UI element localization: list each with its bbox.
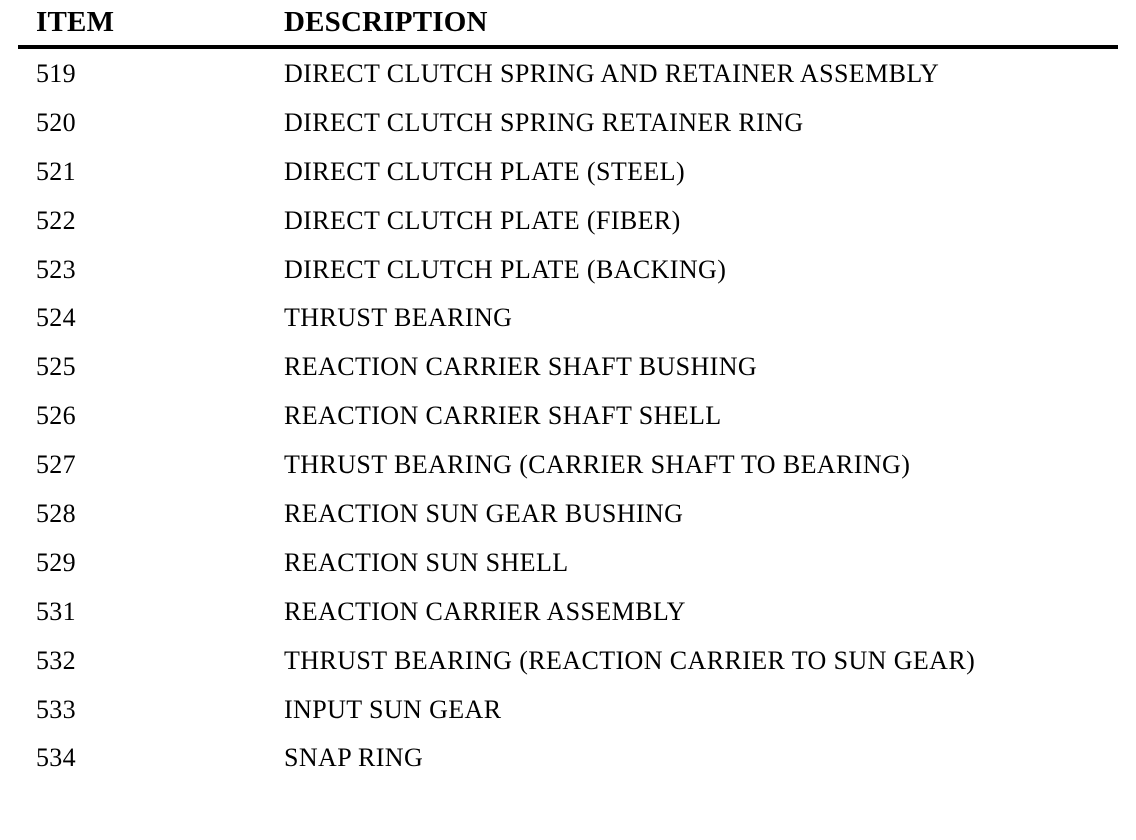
item-number: 524 <box>36 303 76 333</box>
table-row <box>0 395 1136 444</box>
item-column-header: ITEM <box>36 6 115 38</box>
table-row <box>0 542 1136 591</box>
item-number: 527 <box>36 450 76 480</box>
item-number: 533 <box>36 694 76 724</box>
item-number: 520 <box>36 107 76 137</box>
table-row <box>0 591 1136 640</box>
item-description: INPUT SUN GEAR <box>284 694 502 724</box>
item-description: REACTION SUN GEAR BUSHING <box>284 499 684 529</box>
table-row <box>0 297 1136 346</box>
item-number: 534 <box>36 743 76 773</box>
item-description: SNAP RING <box>284 743 424 773</box>
item-description: DIRECT CLUTCH SPRING AND RETAINER ASSEMBLY <box>284 59 940 88</box>
table-row <box>0 689 1136 738</box>
item-description: DIRECT CLUTCH PLATE (BACKING) <box>284 254 727 284</box>
item-number: 523 <box>36 254 76 284</box>
table-row <box>0 102 1136 151</box>
item-number: 525 <box>36 352 76 382</box>
item-description: DIRECT CLUTCH SPRING RETAINER RING <box>284 107 804 137</box>
item-description: DIRECT CLUTCH PLATE (STEEL) <box>284 156 686 186</box>
table-row <box>0 53 1136 102</box>
header-rule <box>18 45 1118 49</box>
table-row <box>0 640 1136 689</box>
item-description: DIRECT CLUTCH PLATE (FIBER) <box>284 205 681 235</box>
item-number: 529 <box>36 547 76 577</box>
table-row <box>0 249 1136 298</box>
item-description: REACTION CARRIER ASSEMBLY <box>284 596 686 626</box>
table-row <box>0 200 1136 249</box>
item-number: 528 <box>36 499 76 529</box>
table-header <box>0 0 1136 48</box>
table-row <box>0 346 1136 395</box>
item-description: THRUST BEARING <box>284 303 513 333</box>
item-description: REACTION CARRIER SHAFT BUSHING <box>284 352 758 382</box>
item-description: THRUST BEARING (CARRIER SHAFT TO BEARING) <box>284 450 911 480</box>
table-row <box>0 151 1136 200</box>
table-row <box>0 737 1136 786</box>
item-number: 522 <box>36 205 76 235</box>
item-number: 519 <box>36 59 76 88</box>
item-number: 531 <box>36 596 76 626</box>
description-column-header: DESCRIPTION <box>284 6 488 38</box>
table-row <box>0 493 1136 542</box>
item-number: 526 <box>36 401 76 431</box>
item-description: THRUST BEARING (REACTION CARRIER TO SUN GEAR) <box>284 645 976 675</box>
table-body <box>0 53 1136 786</box>
table-row <box>0 444 1136 493</box>
item-number: 521 <box>36 156 76 186</box>
item-description: REACTION SUN SHELL <box>284 547 569 577</box>
item-number: 532 <box>36 645 76 675</box>
item-description: REACTION CARRIER SHAFT SHELL <box>284 401 722 431</box>
